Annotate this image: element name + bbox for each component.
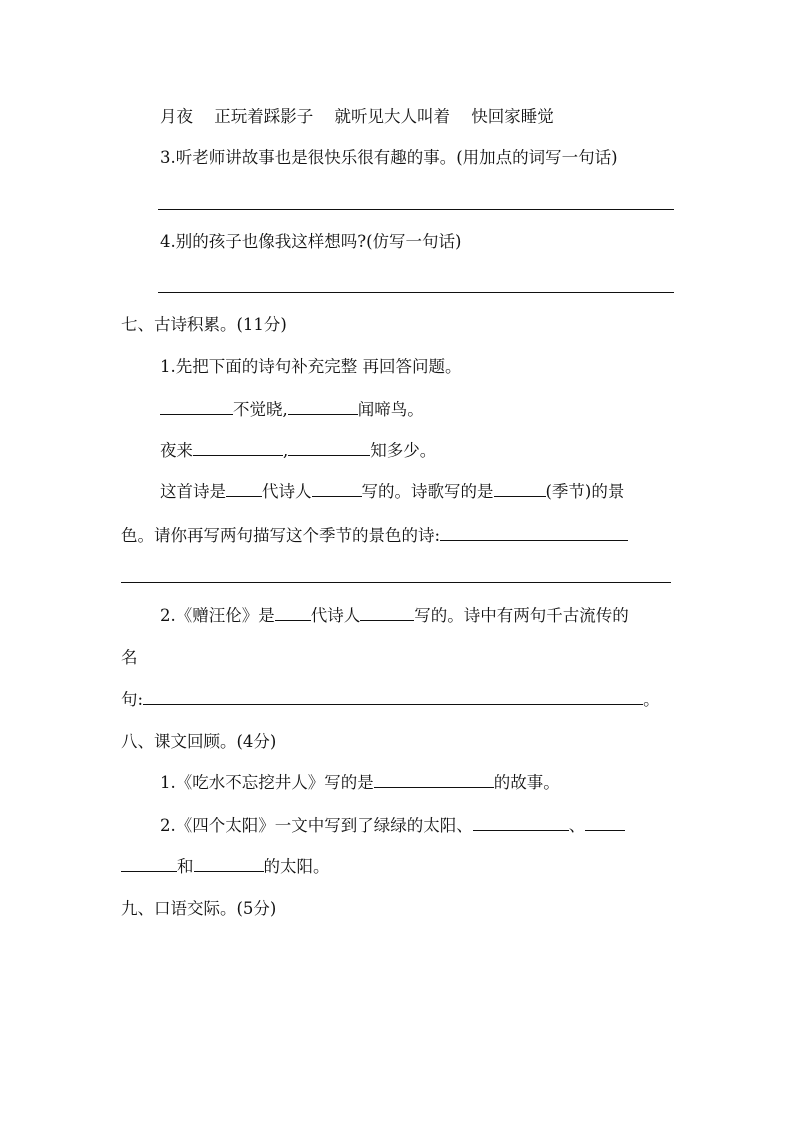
- poem-question-line-2: 色。请你再写两句描写这个季节的景色的诗:: [121, 526, 628, 546]
- word-4: 快回家睡觉: [471, 107, 554, 126]
- blank-sun-3b[interactable]: [121, 857, 177, 872]
- section-7-heading: 七、古诗积累。(11分): [121, 315, 287, 334]
- blank-season[interactable]: [494, 482, 546, 497]
- blank-poem-3[interactable]: [193, 441, 283, 456]
- blank-sun-3a[interactable]: [585, 816, 625, 831]
- word-1: 月夜: [160, 107, 193, 126]
- poem-line-2: 夜来 , 知多少。: [160, 441, 437, 460]
- blank-poem-2[interactable]: [288, 400, 358, 415]
- answer-line-item3[interactable]: [158, 209, 674, 210]
- word-3: 就听见大人叫着: [334, 107, 450, 126]
- blank-story[interactable]: [374, 773, 494, 788]
- q6-item-4: 4.别的孩子也像我这样想吗?(仿写一句话): [160, 232, 462, 251]
- q8-item-1: 1.《吃水不忘挖井人》写的是 的故事。: [160, 773, 560, 792]
- blank-sun-2[interactable]: [473, 816, 569, 831]
- blank-sun-4[interactable]: [194, 857, 264, 872]
- answer-line-item4[interactable]: [158, 292, 674, 293]
- blank-dynasty[interactable]: [226, 482, 262, 497]
- q6-item-3: 3.听老师讲故事也是很快乐很有趣的事。(用加点的词写一句话): [160, 148, 618, 167]
- word-sequence-line: [160, 107, 554, 127]
- section-9-heading: 九、口语交际。(5分): [121, 899, 277, 918]
- section-8-heading: 八、课文回顾。(4分): [121, 732, 277, 751]
- word-2: 正玩着踩影子: [214, 107, 314, 126]
- poem-question-line: 这首诗是 代诗人 写的。诗歌写的是 (季节)的景: [160, 482, 625, 501]
- blank-famous-lines[interactable]: [143, 690, 643, 705]
- q7-item-2-wrap: 名: [121, 648, 138, 667]
- blank-poet[interactable]: [312, 482, 362, 497]
- blank-season-poem[interactable]: [440, 526, 628, 541]
- blank-dynasty-2[interactable]: [275, 606, 311, 621]
- blank-poem-4[interactable]: [288, 441, 370, 456]
- blank-poem-1[interactable]: [160, 400, 233, 415]
- q8-item-2-wrap: 和 的太阳。: [121, 857, 330, 877]
- q7-item-2: 2.《赠汪伦》是 代诗人 写的。诗中有两句千古流传的: [160, 606, 629, 625]
- q7-item-1: 1.先把下面的诗句补充完整 再回答问题。: [160, 357, 462, 376]
- q7-item-2-sentence: 句: 。: [121, 690, 660, 709]
- q8-item-2: 2.《四个太阳》一文中写到了绿绿的太阳、 、: [160, 816, 625, 836]
- poem-line-1: 不觉晓, 闻啼鸟。: [160, 400, 424, 420]
- answer-line-season-poem[interactable]: [121, 582, 671, 583]
- blank-poet-2[interactable]: [360, 606, 414, 621]
